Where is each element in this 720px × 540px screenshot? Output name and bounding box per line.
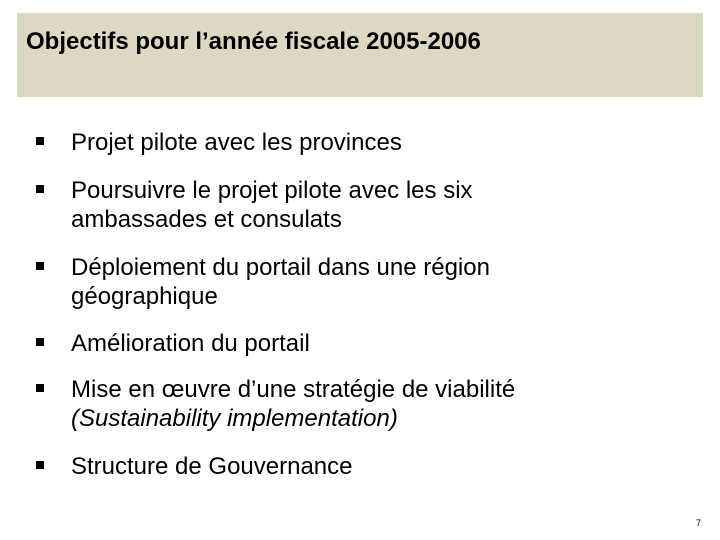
bullet-text	[71, 253, 671, 311]
bullet-line-1: Amélioration du portail	[71, 330, 310, 357]
bullet-line-1: Poursuivre le projet pilote avec les six	[71, 177, 473, 204]
bullet-line-1: Mise en œuvre d’une stratégie de viabilité	[71, 376, 516, 403]
square-bullet-icon	[36, 262, 44, 270]
square-bullet-icon	[36, 461, 44, 469]
slide-title: Objectifs pour l’année fiscale 2005-2006	[26, 28, 481, 55]
bullet-line-2: (Sustainability implementation)	[71, 405, 398, 432]
bullet-text	[71, 128, 671, 157]
square-bullet-icon	[36, 137, 44, 145]
bullet-line-1: Projet pilote avec les provinces	[71, 129, 402, 156]
square-bullet-icon	[36, 384, 44, 392]
bullet-text	[71, 452, 671, 481]
bullet-line-1: Structure de Gouvernance	[71, 453, 353, 480]
page-number: 7	[695, 518, 701, 528]
bullet-line-2: ambassades et consulats	[71, 206, 342, 233]
bullet-line-1: Déploiement du portail dans une région	[71, 254, 490, 281]
bullet-text	[71, 176, 671, 234]
bullet-text	[71, 329, 671, 358]
title-bar	[17, 13, 703, 97]
square-bullet-icon	[36, 185, 44, 193]
bullet-line-2: géographique	[71, 283, 218, 310]
square-bullet-icon	[36, 338, 44, 346]
bullet-text	[71, 375, 671, 433]
